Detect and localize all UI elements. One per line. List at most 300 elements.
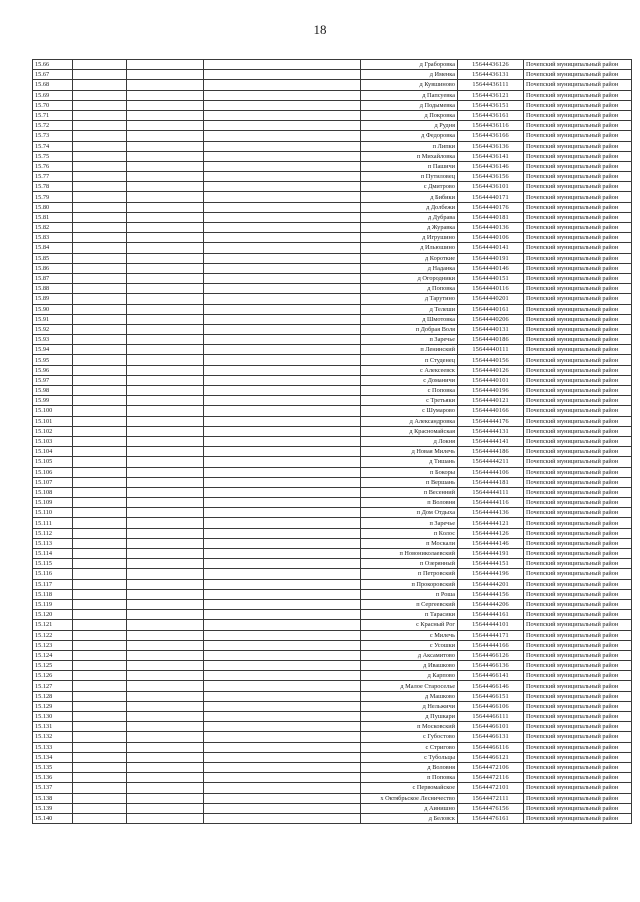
empty-cell	[73, 365, 127, 375]
settlement-name-cell: с Алексеевск	[361, 365, 458, 375]
district-cell: Почепский муниципальный район	[524, 722, 632, 732]
settlement-name-cell: п Путиловец	[361, 172, 458, 182]
oktmo-code-cell: 15644440126	[458, 365, 524, 375]
table-row	[33, 223, 632, 233]
empty-cell	[73, 528, 127, 538]
table-row	[33, 121, 632, 131]
row-number-cell: 15.137	[33, 783, 73, 793]
district-cell: Почепский муниципальный район	[524, 121, 632, 131]
row-number-cell: 15.69	[33, 90, 73, 100]
oktmo-code-cell: 15644440181	[458, 212, 524, 222]
empty-cell	[127, 610, 204, 620]
empty-cell	[204, 467, 361, 477]
table-row	[33, 498, 632, 508]
empty-cell	[73, 701, 127, 711]
empty-cell	[73, 314, 127, 324]
oktmo-code-cell: 15644476161	[458, 813, 524, 823]
oktmo-code-cell: 15644444141	[458, 436, 524, 446]
empty-cell	[127, 80, 204, 90]
empty-cell	[127, 712, 204, 722]
table-row	[33, 141, 632, 151]
empty-cell	[73, 202, 127, 212]
empty-cell	[73, 70, 127, 80]
empty-cell	[127, 375, 204, 385]
district-cell: Почепский муниципальный район	[524, 793, 632, 803]
oktmo-code-cell: 15644436121	[458, 90, 524, 100]
row-number-cell: 15.97	[33, 375, 73, 385]
empty-cell	[127, 314, 204, 324]
empty-cell	[73, 538, 127, 548]
empty-cell	[204, 416, 361, 426]
row-number-cell: 15.91	[33, 314, 73, 324]
table-row	[33, 294, 632, 304]
registry-rows	[33, 60, 632, 824]
empty-cell	[127, 783, 204, 793]
settlement-name-cell: д Ивашково	[361, 661, 458, 671]
district-cell: Почепский муниципальный район	[524, 263, 632, 273]
oktmo-code-cell: 15644436116	[458, 121, 524, 131]
empty-cell	[204, 640, 361, 650]
row-number-cell: 15.82	[33, 223, 73, 233]
district-cell: Почепский муниципальный район	[524, 569, 632, 579]
empty-cell	[127, 100, 204, 110]
empty-cell	[127, 110, 204, 120]
table-row	[33, 722, 632, 732]
oktmo-code-cell: 15644436146	[458, 161, 524, 171]
empty-cell	[73, 630, 127, 640]
row-number-cell: 15.106	[33, 467, 73, 477]
empty-cell	[73, 375, 127, 385]
empty-cell	[204, 253, 361, 263]
empty-cell	[204, 691, 361, 701]
district-cell: Почепский муниципальный район	[524, 518, 632, 528]
oktmo-code-cell: 15644440111	[458, 345, 524, 355]
empty-cell	[73, 783, 127, 793]
table-row	[33, 457, 632, 467]
row-number-cell: 15.96	[33, 365, 73, 375]
district-cell: Почепский муниципальный район	[524, 284, 632, 294]
row-number-cell: 15.108	[33, 487, 73, 497]
district-cell: Почепский муниципальный район	[524, 253, 632, 263]
settlement-name-cell: п Заречье	[361, 335, 458, 345]
table-row	[33, 793, 632, 803]
empty-cell	[204, 742, 361, 752]
oktmo-code-cell: 15644444171	[458, 630, 524, 640]
table-row	[33, 426, 632, 436]
table-row	[33, 671, 632, 681]
empty-cell	[127, 121, 204, 131]
empty-cell	[127, 416, 204, 426]
oktmo-code-cell: 15644440166	[458, 406, 524, 416]
empty-cell	[204, 477, 361, 487]
oktmo-code-cell: 15644444116	[458, 498, 524, 508]
row-number-cell: 15.132	[33, 732, 73, 742]
settlement-name-cell: д Аинишно	[361, 803, 458, 813]
settlement-name-cell: п Заречье	[361, 518, 458, 528]
table-row	[33, 284, 632, 294]
empty-cell	[127, 60, 204, 70]
district-cell: Почепский муниципальный район	[524, 732, 632, 742]
district-cell: Почепский муниципальный район	[524, 589, 632, 599]
empty-cell	[73, 742, 127, 752]
table-row	[33, 773, 632, 783]
empty-cell	[127, 172, 204, 182]
table-row	[33, 396, 632, 406]
empty-cell	[204, 345, 361, 355]
empty-cell	[204, 70, 361, 80]
row-number-cell: 15.71	[33, 110, 73, 120]
empty-cell	[127, 640, 204, 650]
table-row	[33, 549, 632, 559]
empty-cell	[204, 661, 361, 671]
empty-cell	[204, 233, 361, 243]
empty-cell	[127, 518, 204, 528]
empty-cell	[127, 294, 204, 304]
district-cell: Почепский муниципальный район	[524, 202, 632, 212]
district-cell: Почепский муниципальный район	[524, 426, 632, 436]
table-row	[33, 100, 632, 110]
row-number-cell: 15.90	[33, 304, 73, 314]
row-number-cell: 15.122	[33, 630, 73, 640]
empty-cell	[204, 589, 361, 599]
empty-cell	[73, 712, 127, 722]
empty-cell	[204, 294, 361, 304]
district-cell: Почепский муниципальный район	[524, 610, 632, 620]
empty-cell	[127, 701, 204, 711]
settlement-name-cell: д Федоровка	[361, 131, 458, 141]
empty-cell	[73, 579, 127, 589]
empty-cell	[73, 345, 127, 355]
oktmo-code-cell: 15644472111	[458, 793, 524, 803]
district-cell: Почепский муниципальный район	[524, 70, 632, 80]
empty-cell	[127, 161, 204, 171]
table-row	[33, 253, 632, 263]
empty-cell	[127, 457, 204, 467]
empty-cell	[127, 141, 204, 151]
empty-cell	[127, 579, 204, 589]
table-row	[33, 355, 632, 365]
table-row	[33, 324, 632, 334]
settlement-name-cell: д Аксамитово	[361, 650, 458, 660]
row-number-cell: 15.121	[33, 620, 73, 630]
empty-cell	[127, 365, 204, 375]
empty-cell	[73, 243, 127, 253]
table-row	[33, 416, 632, 426]
table-row	[33, 569, 632, 579]
table-row	[33, 406, 632, 416]
district-cell: Почепский муниципальный район	[524, 355, 632, 365]
district-cell: Почепский муниципальный район	[524, 375, 632, 385]
oktmo-code-cell: 15644436161	[458, 110, 524, 120]
page-number: 18	[313, 22, 327, 37]
table-row	[33, 110, 632, 120]
oktmo-code-cell: 15644466101	[458, 722, 524, 732]
empty-cell	[73, 447, 127, 457]
empty-cell	[127, 131, 204, 141]
row-number-cell: 15.83	[33, 233, 73, 243]
table-row	[33, 151, 632, 161]
row-number-cell: 15.93	[33, 335, 73, 345]
settlement-name-cell: с Усошки	[361, 640, 458, 650]
empty-cell	[127, 762, 204, 772]
district-cell: Почепский муниципальный район	[524, 752, 632, 762]
table-row	[33, 701, 632, 711]
empty-cell	[127, 426, 204, 436]
table-row	[33, 640, 632, 650]
oktmo-code-cell: 15644440176	[458, 202, 524, 212]
oktmo-code-cell: 15644466111	[458, 712, 524, 722]
oktmo-code-cell: 15644466141	[458, 671, 524, 681]
empty-cell	[204, 121, 361, 131]
empty-cell	[127, 263, 204, 273]
row-number-cell: 15.84	[33, 243, 73, 253]
oktmo-code-cell: 15644444126	[458, 528, 524, 538]
empty-cell	[204, 508, 361, 518]
empty-cell	[204, 273, 361, 283]
empty-cell	[127, 599, 204, 609]
empty-cell	[127, 70, 204, 80]
district-cell: Почепский муниципальный район	[524, 141, 632, 151]
table-row	[33, 518, 632, 528]
table-row	[33, 436, 632, 446]
district-cell: Почепский муниципальный район	[524, 335, 632, 345]
district-cell: Почепский муниципальный район	[524, 467, 632, 477]
empty-cell	[73, 110, 127, 120]
district-cell: Почепский муниципальный район	[524, 294, 632, 304]
settlement-name-cell: д Нельжичи	[361, 701, 458, 711]
empty-cell	[127, 538, 204, 548]
row-number-cell: 15.67	[33, 70, 73, 80]
empty-cell	[204, 732, 361, 742]
oktmo-code-cell: 15644440106	[458, 233, 524, 243]
settlement-name-cell: д Именка	[361, 70, 458, 80]
district-cell: Почепский муниципальный район	[524, 416, 632, 426]
empty-cell	[73, 671, 127, 681]
table-row	[33, 732, 632, 742]
settlement-name-cell: д Дубрава	[361, 212, 458, 222]
settlement-name-cell: п Новониколаевский	[361, 549, 458, 559]
row-number-cell: 15.94	[33, 345, 73, 355]
table-row	[33, 365, 632, 375]
oktmo-code-cell: 15644444146	[458, 538, 524, 548]
row-number-cell: 15.103	[33, 436, 73, 446]
row-number-cell: 15.102	[33, 426, 73, 436]
oktmo-code-cell: 15644440196	[458, 386, 524, 396]
empty-cell	[127, 773, 204, 783]
settlement-name-cell: с Поповка	[361, 386, 458, 396]
empty-cell	[204, 263, 361, 273]
empty-cell	[204, 141, 361, 151]
table-row	[33, 60, 632, 70]
empty-cell	[73, 732, 127, 742]
empty-cell	[204, 304, 361, 314]
district-cell: Почепский муниципальный район	[524, 477, 632, 487]
empty-cell	[204, 386, 361, 396]
row-number-cell: 15.99	[33, 396, 73, 406]
empty-cell	[127, 722, 204, 732]
row-number-cell: 15.104	[33, 447, 73, 457]
settlement-name-cell: д Ильюшино	[361, 243, 458, 253]
table-row	[33, 375, 632, 385]
empty-cell	[73, 386, 127, 396]
empty-cell	[127, 813, 204, 823]
district-cell: Почепский муниципальный район	[524, 131, 632, 141]
oktmo-code-cell: 15644444166	[458, 640, 524, 650]
table-row	[33, 304, 632, 314]
empty-cell	[73, 273, 127, 283]
settlement-name-cell: д Поповка	[361, 284, 458, 294]
empty-cell	[127, 355, 204, 365]
empty-cell	[204, 324, 361, 334]
row-number-cell: 15.134	[33, 752, 73, 762]
district-cell: Почепский муниципальный район	[524, 508, 632, 518]
district-cell: Почепский муниципальный район	[524, 172, 632, 182]
empty-cell	[204, 426, 361, 436]
district-cell: Почепский муниципальный район	[524, 773, 632, 783]
row-number-cell: 15.81	[33, 212, 73, 222]
row-number-cell: 15.113	[33, 538, 73, 548]
empty-cell	[204, 559, 361, 569]
empty-cell	[127, 447, 204, 457]
settlement-name-cell: д Наданка	[361, 263, 458, 273]
empty-cell	[73, 324, 127, 334]
empty-cell	[73, 813, 127, 823]
district-cell: Почепский муниципальный район	[524, 110, 632, 120]
district-cell: Почепский муниципальный район	[524, 447, 632, 457]
empty-cell	[73, 681, 127, 691]
empty-cell	[73, 406, 127, 416]
settlement-name-cell: п Вершань	[361, 477, 458, 487]
table-row	[33, 335, 632, 345]
empty-cell	[73, 304, 127, 314]
district-cell: Почепский муниципальный район	[524, 243, 632, 253]
empty-cell	[73, 467, 127, 477]
settlement-name-cell: д Карпово	[361, 671, 458, 681]
empty-cell	[127, 345, 204, 355]
row-number-cell: 15.74	[33, 141, 73, 151]
row-number-cell: 15.70	[33, 100, 73, 110]
row-number-cell: 15.128	[33, 691, 73, 701]
empty-cell	[127, 223, 204, 233]
settlement-name-cell: п Липки	[361, 141, 458, 151]
oktmo-code-cell: 15644466126	[458, 650, 524, 660]
empty-cell	[73, 151, 127, 161]
row-number-cell: 15.75	[33, 151, 73, 161]
empty-cell	[204, 752, 361, 762]
empty-cell	[204, 650, 361, 660]
row-number-cell: 15.101	[33, 416, 73, 426]
empty-cell	[204, 620, 361, 630]
row-number-cell: 15.116	[33, 569, 73, 579]
oktmo-code-cell: 15644444106	[458, 467, 524, 477]
empty-cell	[127, 192, 204, 202]
empty-cell	[73, 416, 127, 426]
empty-cell	[73, 722, 127, 732]
oktmo-code-cell: 15644466136	[458, 661, 524, 671]
oktmo-code-cell: 15644444156	[458, 589, 524, 599]
empty-cell	[127, 508, 204, 518]
settlement-name-cell: д Машково	[361, 691, 458, 701]
row-number-cell: 15.87	[33, 273, 73, 283]
table-row	[33, 538, 632, 548]
oktmo-code-cell: 15644466116	[458, 742, 524, 752]
empty-cell	[204, 243, 361, 253]
empty-cell	[204, 80, 361, 90]
row-number-cell: 15.140	[33, 813, 73, 823]
district-cell: Почепский муниципальный район	[524, 742, 632, 752]
empty-cell	[73, 355, 127, 365]
empty-cell	[204, 518, 361, 528]
empty-cell	[73, 172, 127, 182]
empty-cell	[127, 681, 204, 691]
settlement-name-cell: п Сергеевский	[361, 599, 458, 609]
row-number-cell: 15.124	[33, 650, 73, 660]
row-number-cell: 15.88	[33, 284, 73, 294]
oktmo-code-cell: 15644436111	[458, 80, 524, 90]
oktmo-code-cell: 15644436136	[458, 141, 524, 151]
district-cell: Почепский муниципальный район	[524, 528, 632, 538]
settlement-name-cell: с Первомайское	[361, 783, 458, 793]
empty-cell	[204, 701, 361, 711]
empty-cell	[204, 406, 361, 416]
oktmo-code-cell: 15644436126	[458, 60, 524, 70]
oktmo-code-cell: 15644472116	[458, 773, 524, 783]
empty-cell	[73, 650, 127, 660]
row-number-cell: 15.77	[33, 172, 73, 182]
settlement-name-cell: п Ленинский	[361, 345, 458, 355]
settlement-name-cell: д Беловск	[361, 813, 458, 823]
row-number-cell: 15.129	[33, 701, 73, 711]
empty-cell	[127, 324, 204, 334]
empty-cell	[204, 151, 361, 161]
oktmo-code-cell: 15644444176	[458, 416, 524, 426]
empty-cell	[73, 212, 127, 222]
table-row	[33, 742, 632, 752]
empty-cell	[204, 712, 361, 722]
row-number-cell: 15.131	[33, 722, 73, 732]
empty-cell	[204, 549, 361, 559]
empty-cell	[204, 396, 361, 406]
district-cell: Почепский муниципальный район	[524, 161, 632, 171]
empty-cell	[73, 691, 127, 701]
oktmo-code-cell: 15644444191	[458, 549, 524, 559]
oktmo-code-cell: 15644440161	[458, 304, 524, 314]
settlement-name-cell: д Огородники	[361, 273, 458, 283]
oktmo-code-cell: 15644444131	[458, 426, 524, 436]
row-number-cell: 15.130	[33, 712, 73, 722]
empty-cell	[127, 620, 204, 630]
empty-cell	[73, 396, 127, 406]
table-row	[33, 345, 632, 355]
empty-cell	[73, 803, 127, 813]
empty-cell	[73, 477, 127, 487]
row-number-cell: 15.125	[33, 661, 73, 671]
empty-cell	[127, 202, 204, 212]
settlement-name-cell: д Рудня	[361, 121, 458, 131]
empty-cell	[127, 386, 204, 396]
oktmo-code-cell: 15644440101	[458, 375, 524, 385]
empty-cell	[204, 161, 361, 171]
empty-cell	[127, 793, 204, 803]
settlement-name-cell: п Прокоровский	[361, 579, 458, 589]
row-number-cell: 15.72	[33, 121, 73, 131]
row-number-cell: 15.136	[33, 773, 73, 783]
empty-cell	[127, 487, 204, 497]
oktmo-code-cell: 15644440156	[458, 355, 524, 365]
settlement-name-cell: д Долбежи	[361, 202, 458, 212]
district-cell: Почепский муниципальный район	[524, 365, 632, 375]
empty-cell	[127, 273, 204, 283]
